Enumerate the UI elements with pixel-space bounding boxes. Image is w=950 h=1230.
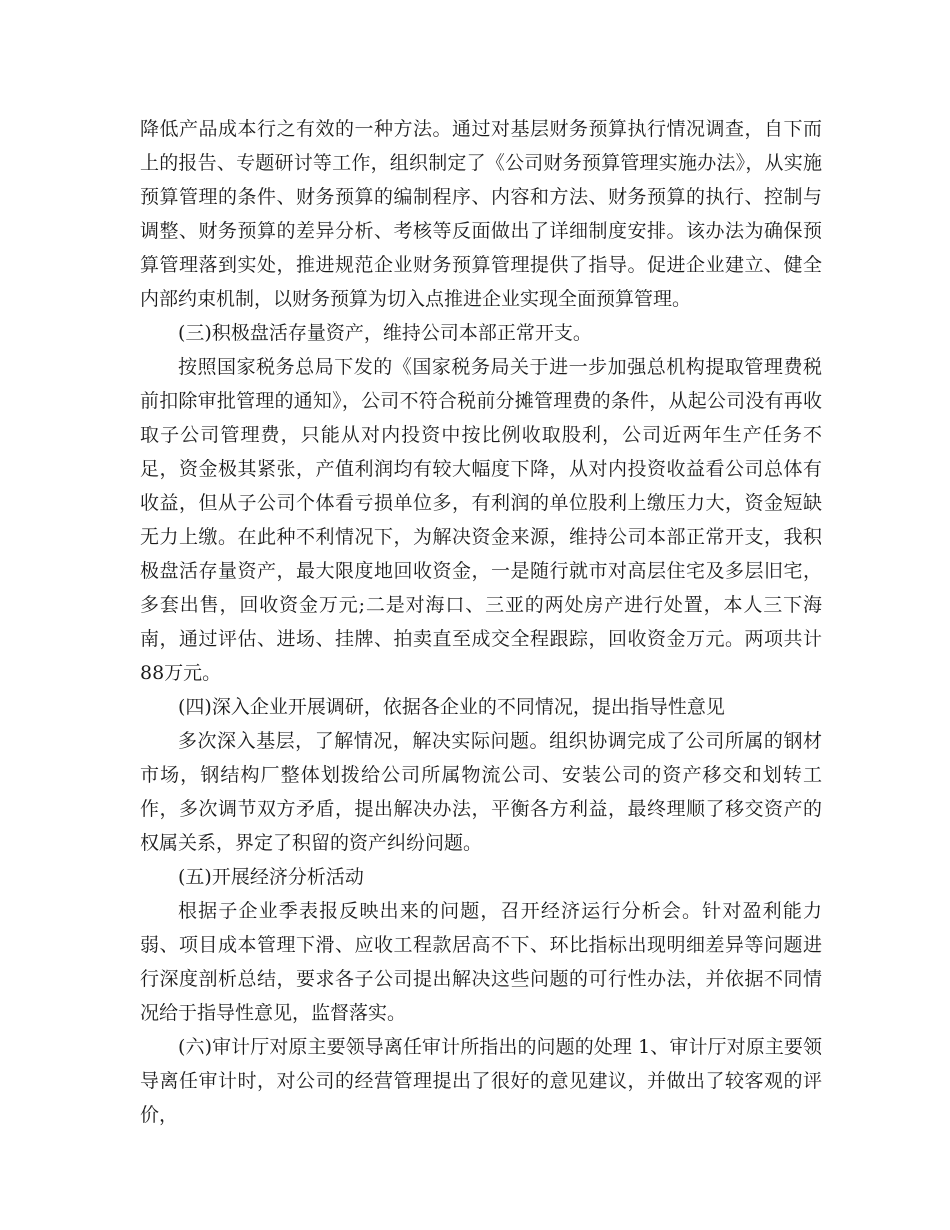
section-heading-4: (四)深入企业开展调研，依据各企业的不同情况，提出指导性意见 <box>178 696 725 718</box>
document-page <box>140 112 822 1132</box>
paragraph-section-5: 根据子企业季表报反映出来的问题，召开经济运行分析会。针对盈利能力弱、项目成本管理下滑、应收工程款居高不下、环比指标出现明细差异等问题进行深度剖析总结，要求各子公司提出解决这些问题的可行性办法，并依据不同情况给于指导性意见，监督落实。 <box>140 900 822 1024</box>
paragraph-section-3: 按照国家税务总局下发的《国家税务局关于进一步加强总机构提取管理费税前扣除审批管理的通知》，公司不符合税前分摊管理费的条件，从起公司没有再收取子公司管理费，只能从对内投资中按比例收取股利，公司近两年生产任务不足，资金极其紧张，产值利润均有较大幅度下降，从对内投资收益看公司总体有收益，但从子公司个体看亏损单位多，有利润的单位股利上缴压力大，资金短缺无力上缴。在此种不利情况下，为解决资金来源，维持公司本部正常开支，我积极盘活存量资产，最大限度地回收资金，一是随行就市对高层住宅及多层旧宅，多套出售，回收资金万元;二是对海口、三亚的两处房产进行处置，本人三下海南，通过评估、进场、挂牌、拍卖直至成交全程跟踪，回收资金万元。两项共计88万元。 <box>140 356 822 684</box>
section-heading-6: (六)审计厅对原主要领导离任审计所指出的问题的处理 1、审计厅对原主要领导离任审计时，对公司的经营管理提出了很好的意见建议，并做出了较客观的评价， <box>140 1036 822 1126</box>
paragraph-continuation: 降低产品成本行之有效的一种方法。通过对基层财务预算执行情况调查，自下而上的报告、专题研讨等工作，组织制定了《公司财务预算管理实施办法》，从实施预算管理的条件、财务预算的编制程序、内容和方法、财务预算的执行、控制与调整、财务预算的差异分析、考核等反面做出了详细制度安排。该办法为确保预算管理落到实处，推进规范企业财务预算管理提供了指导。促进企业建立、健全内部约束机制，以财务预算为切入点推进企业实现全面预算管理。 <box>140 118 822 310</box>
section-heading-5: (五)开展经济分析活动 <box>178 866 364 888</box>
paragraph-section-4: 多次深入基层，了解情况，解决实际问题。组织协调完成了公司所属的钢材市场，钢结构厂整体划拨给公司所属物流公司、安装公司的资产移交和划转工作，多次调节双方矛盾，提出解决办法，平衡各方利益，最终理顺了移交资产的权属关系，界定了积留的资产纠纷问题。 <box>140 730 822 854</box>
section-heading-3: (三)积极盘活存量资产，维持公司本部正常开支。 <box>178 322 592 344</box>
